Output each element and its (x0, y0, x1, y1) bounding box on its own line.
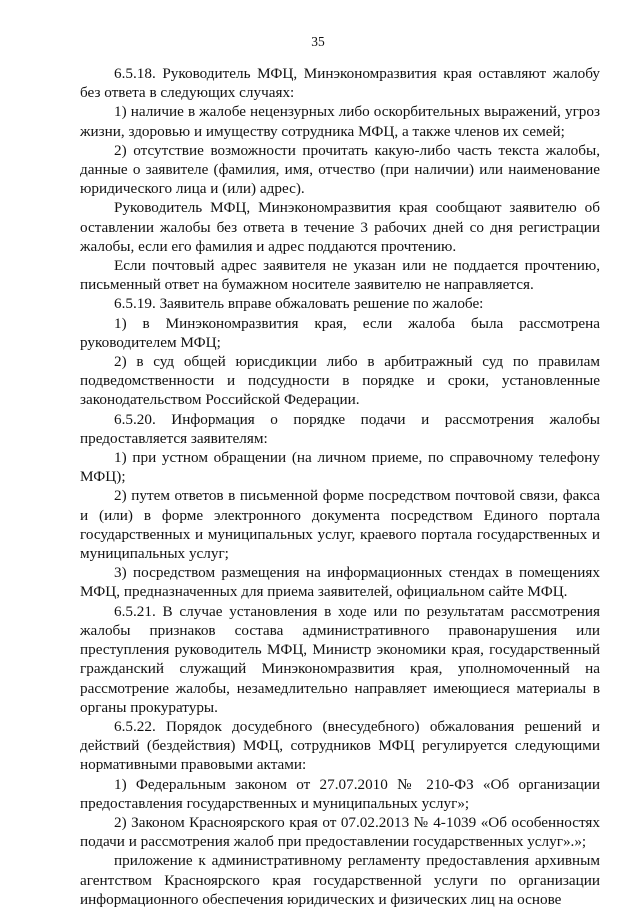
paragraph-6-5-21: 6.5.21. В случае установления в ходе или по результатам рассмотрения жалобы признаков состава административного правонарушения или преступления руководитель МФЦ, Министр экономики края, государственный гражданский служащий Минэкономразвития края, уполномоченный на рассмотрение жалобы, незамедлительно направляет имеющиеся материалы в органы прокуратуры. (80, 602, 600, 716)
paragraph-6-5-22: 6.5.22. Порядок досудебного (внесудебного) обжалования решений и действий (бездействия) МФЦ, сотрудников МФЦ регулируется следующими нормативными правовыми актами: (80, 717, 600, 774)
paragraph-6-5-19: 6.5.19. Заявитель вправе обжаловать решение по жалобе: (114, 295, 484, 313)
list-item-appeal-court: 2) в суд общей юрисдикции либо в арбитражный суд по правилам подведомственности и подсудности в порядке и сроки, установленные законодательством Российской Федерации. (80, 353, 600, 409)
list-item-federal-law: 1) Федеральным законом от 27.07.2010 № 210-ФЗ «Об организации предоставления государственных и муниципальных услуг»; (80, 775, 600, 812)
list-item-regional-law: 2) Законом Красноярского края от 07.02.2013 № 4-1039 «Об особенностях подачи и рассмотрения жалоб при предоставлении государственных услуг».»; (80, 813, 600, 851)
list-item-written-response: 2) путем ответов в письменной форме посредством почтовой связи, факса и (или) в форме электронного документа посредством Единого портала государственных и муниципальных услуг, краевого портала государственных и муниципальных услуг; (80, 487, 600, 563)
list-item-info-stands: 3) посредством размещения на информационных стендах в помещениях МФЦ, предназначенных для приема заявителей, официальном сайте МФЦ. (80, 564, 600, 601)
paragraph-appendix: приложение к административному регламенту предоставления архивным агентством Красноярского края государственной услуги по организации информационного обеспечения юридических и физических лиц на основе (80, 852, 600, 908)
paragraph-notify-applicant: Руководитель МФЦ, Минэкономразвития края сообщают заявителю об оставлении жалобы без ответа в течение 3 рабочих дней со дня регистрации жалобы, если его фамилия и адрес поддаются прочтению. (80, 199, 600, 255)
paragraph-6-5-18: 6.5.18. Руководитель МФЦ, Минэкономразвития края оставляют жалобу без ответа в следующих случаях: (80, 65, 600, 102)
paragraph-6-5-20: 6.5.20. Информация о порядке подачи и рассмотрения жалобы предоставляется заявителям: (80, 410, 600, 447)
list-item-oral-request: 1) при устном обращении (на личном приеме, по справочному телефону МФЦ); (80, 449, 600, 486)
list-item-obscene-language: 1) наличие в жалобе нецензурных либо оскорбительных выражений, угроз жизни, здоровью и имуществу сотрудника МФЦ, а также членов их семей; (80, 103, 600, 140)
paragraph-no-postal-address: Если почтовый адрес заявителя не указан или не поддается прочтению, письменный ответ на бумажном носителе заявителю не направляется. (80, 257, 600, 294)
list-item-unreadable-text: 2) отсутствие возможности прочитать какую-либо часть текста жалобы, данные о заявителе (фамилия, имя, отчество (при наличии) или наименование юридического лица и (или) адрес). (80, 141, 600, 198)
list-item-appeal-ministry: 1) в Минэкономразвития края, если жалоба была рассмотрена руководителем МФЦ; (80, 314, 600, 351)
page-number: 35 (311, 34, 325, 49)
document-body (80, 64, 600, 909)
